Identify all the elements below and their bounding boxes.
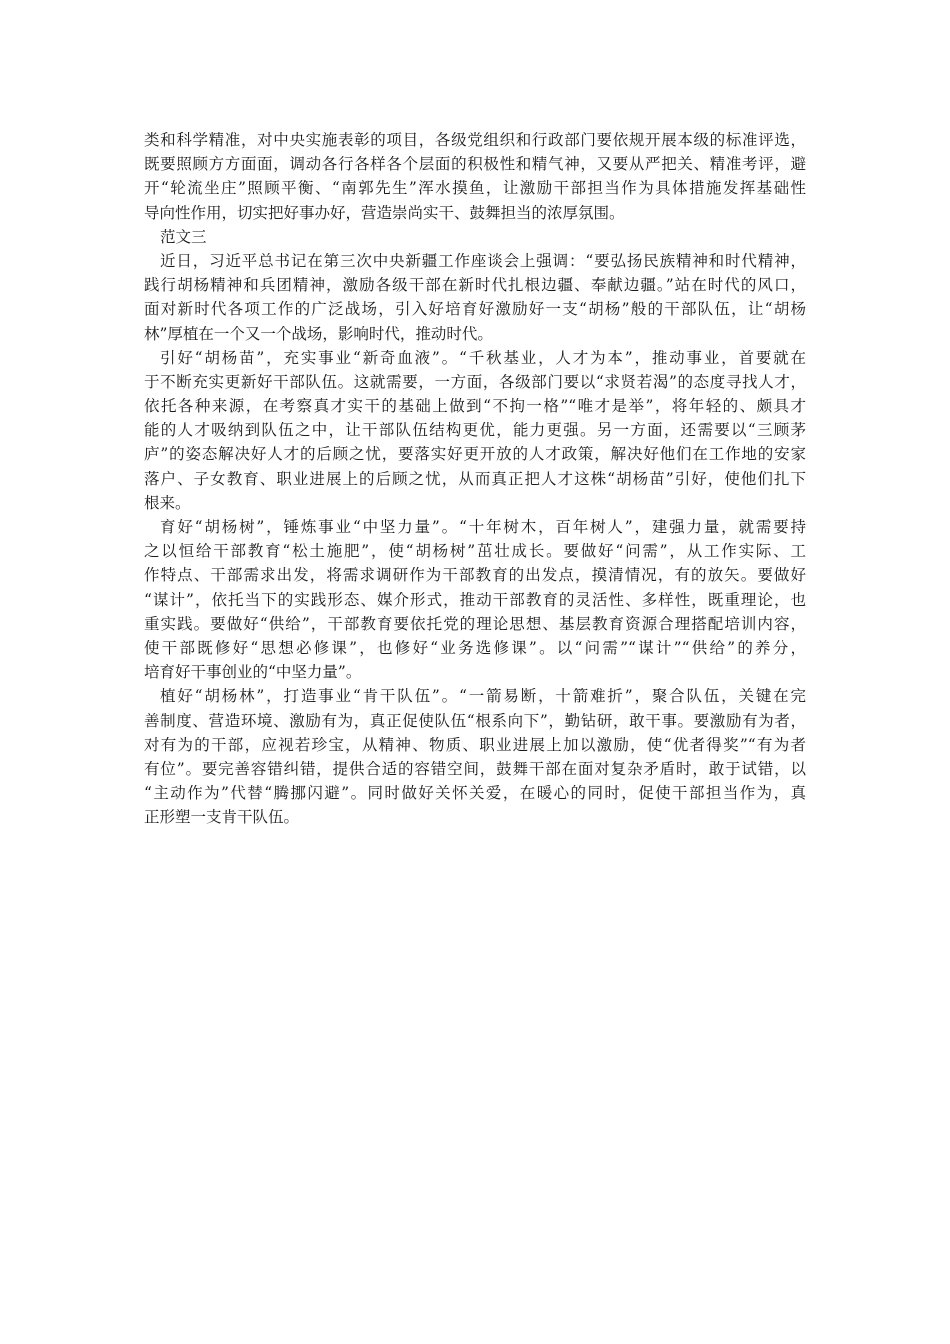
text-line: 林”厚植在一个又一个战场，影响时代，推动时代。 [144, 324, 493, 343]
paragraph-forest [144, 684, 806, 829]
text-line: 引好“胡杨苗”，充实事业“新奇血液”。“千秋基业，人才为本”，推动事业，首要就在 [160, 348, 806, 367]
text-line: 正形塑一支肯干队伍。 [144, 808, 300, 827]
text-line: 植好“胡杨林”，打造事业“肯干队伍”。“一箭易断，十箭难折”，聚合队伍，关键在完 [160, 687, 806, 706]
paragraph-seedlings [144, 346, 806, 515]
text-line: 善制度、营造环境、激励有为，真正促使队伍“根系向下”，勤钻研，敢干事。要激励有为者， [144, 711, 806, 730]
text-line: 庐”的姿态解决好人才的后顾之忧，要落实好更开放的人才政策，解决好他们在工作地的安家 [144, 445, 806, 464]
text-line: “谋计”，依托当下的实践形态、媒介形式，推动干部教育的灵活性、多样性，既重理论，也 [144, 590, 806, 609]
paragraph-continuation [144, 128, 806, 225]
text-line: 落户、子女教育、职业进展上的后顾之忧，从而真正把人才这株“胡杨苗”引好，使他们扎下 [144, 469, 806, 488]
text-line: 对有为的干部，应视若珍宝，从精神、物质、职业进展上加以激励，使“优者得奖”“有为者 [144, 735, 806, 754]
text-line: 之以恒给干部教育“松土施肥”，使“胡杨树”茁壮成长。要做好“问需”，从工作实际、工 [144, 542, 806, 561]
text-line: 使干部既修好“思想必修课”，也修好“业务选修课”。以“问需”“谋计”“供给”的养分， [144, 638, 806, 657]
text-line: 育好“胡杨树”，锤炼事业“中坚力量”。“十年树木，百年树人”，建强力量，就需要持 [160, 518, 806, 536]
text-line: 重实践。要做好“供给”，干部教育要依托党的理论思想、基层教育资源合理搭配培训内容， [144, 614, 806, 633]
paragraph-trees [144, 515, 806, 684]
text-line: “主动作为”代替“腾挪闪避”。同时做好关怀关爱，在暖心的同时，促使干部担当作为，真 [144, 784, 806, 803]
paragraph-intro [144, 249, 806, 346]
text-line: 近日，习近平总书记在第三次中央新疆工作座谈会上强调：“要弘扬民族精神和时代精神， [160, 251, 806, 270]
text-line: 导向性作用，切实把好事办好，营造崇尚实干、鼓舞担当的浓厚氛围。 [144, 203, 625, 222]
heading-text: 范文三 [160, 227, 207, 246]
text-line: 类和科学精准，对中央实施表彰的项目，各级党组织和行政部门要依规开展本级的标准评选， [144, 131, 806, 149]
text-line: 有位”。要完善容错纠错，提供合适的容错空间，鼓舞干部在面对复杂矛盾时，敢于试错，以 [144, 759, 806, 778]
text-line: 践行胡杨精神和兵团精神，激励各级干部在新时代扎根边疆、奉献边疆。”站在时代的风口， [144, 276, 806, 295]
text-line: 培育好干事创业的“中坚力量”。 [144, 663, 362, 682]
text-line: 作特点、干部需求出发，将需求调研作为干部教育的出发点，摸清情况，有的放矢。要做好 [144, 566, 806, 585]
text-line: 根来。 [144, 493, 191, 512]
text-line: 面对新时代各项工作的广泛战场，引入好培育好激励好一支“胡杨”般的干部队伍，让“胡杨 [144, 300, 806, 319]
section-heading [144, 225, 806, 249]
text-line: 于不断充实更新好干部队伍。这就需要，一方面，各级部门要以“求贤若渴”的态度寻找人才， [144, 372, 806, 391]
text-line: 开“轮流坐庄”照顾平衡、“南郭先生”浑水摸鱼，让激励干部担当作为具体措施发挥基础性 [144, 179, 806, 198]
document-page [144, 128, 806, 829]
text-line: 依托各种来源，在考察真才实干的基础上做到“不拘一格”“唯才是举”，将年轻的、颇具才 [144, 397, 806, 416]
text-line: 能的人才吸纳到队伍之中，让干部队伍结构更优，能力更强。另一方面，还需要以“三顾茅 [144, 421, 806, 440]
text-line: 既要照顾方方面面，调动各行各样各个层面的积极性和精气神，又要从严把关、精准考评，避 [144, 155, 806, 174]
